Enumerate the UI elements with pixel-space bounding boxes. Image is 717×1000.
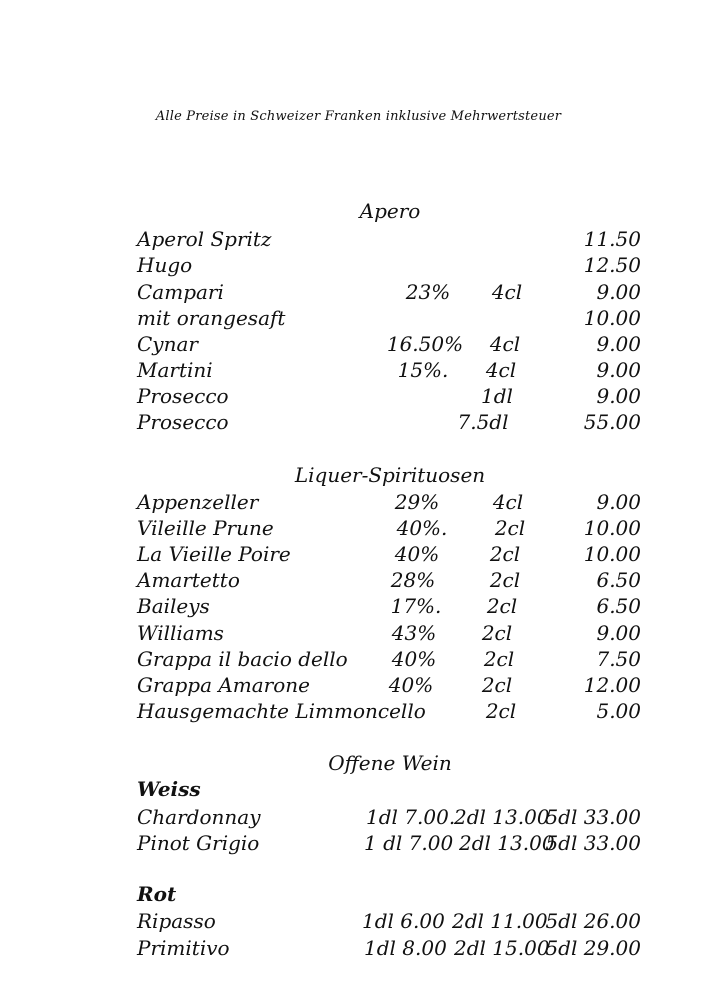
menu-item (0, 226, 717, 252)
price-note: Alle Preise in Schweizer Franken inklusive Mehrwertsteuer (155, 109, 562, 124)
wine-price-2dl: 2dl 13.00 (459, 831, 555, 855)
menu-item (0, 698, 717, 724)
item-volume: 2cl (489, 568, 521, 592)
item-price: 9.00 (596, 332, 641, 356)
item-volume: 2cl (481, 621, 513, 645)
menu-item (0, 620, 717, 646)
menu-item (0, 593, 717, 619)
item-name: Aperol Spritz (137, 227, 272, 251)
item-price: 6.50 (596, 594, 641, 618)
item-price: 11.50 (583, 227, 641, 251)
wine-row (0, 830, 717, 856)
item-name: Hugo (137, 253, 193, 277)
wine-row (0, 908, 717, 934)
section-title-apero: Apero (359, 199, 421, 223)
item-volume: 2cl (483, 647, 515, 671)
item-volume: 2cl (489, 542, 521, 566)
item-name: Martini (137, 358, 213, 382)
item-name: Cynar (137, 332, 198, 356)
wine-row (0, 935, 717, 961)
wine-price-5dl: 5dl 29.00 (545, 936, 641, 960)
wine-name: Ripasso (137, 909, 216, 933)
wine-price-1dl: 1dl 8.00 (364, 936, 447, 960)
menu-item (0, 331, 717, 357)
subheading-rot: Rot (137, 882, 177, 906)
item-name: Appenzeller (137, 490, 259, 514)
item-alcohol: 43% (391, 621, 437, 645)
item-volume: 2cl (481, 673, 513, 697)
item-name: Hausgemachte Limmoncello (137, 699, 426, 723)
item-volume: 7.5dl (457, 410, 509, 434)
item-name: Amartetto (137, 568, 240, 592)
item-name: Prosecco (137, 410, 229, 434)
item-volume: 2cl (486, 594, 518, 618)
wine-name: Primitivo (137, 936, 230, 960)
item-alcohol: 40%. (396, 516, 448, 540)
menu-item (0, 305, 717, 331)
item-price: 9.00 (596, 358, 641, 382)
item-alcohol: 40% (388, 673, 434, 697)
item-name: Vileille Prune (137, 516, 274, 540)
wine-price-1dl: 1dl 7.00. (366, 805, 456, 829)
item-volume: 4cl (489, 332, 521, 356)
item-alcohol: 40% (394, 542, 440, 566)
item-price: 10.00 (583, 542, 641, 566)
item-price: 9.00 (596, 621, 641, 645)
item-volume: 2cl (494, 516, 526, 540)
item-price: 12.50 (583, 253, 641, 277)
wine-price-5dl: 5dl 33.00 (545, 805, 641, 829)
menu-item (0, 409, 717, 435)
item-volume: 4cl (485, 358, 517, 382)
item-name: Grappa il bacio dello (137, 647, 348, 671)
item-price: 10.00 (583, 306, 641, 330)
menu-item (0, 515, 717, 541)
wine-price-2dl: 2dl 11.00 (452, 909, 548, 933)
item-name: La Vieille Poire (137, 542, 291, 566)
item-price: 9.00 (596, 490, 641, 514)
item-price: 55.00 (583, 410, 641, 434)
item-name: Baileys (137, 594, 210, 618)
item-volume: 2cl (485, 699, 517, 723)
item-price: 12.00 (583, 673, 641, 697)
wine-name: Pinot Grigio (137, 831, 260, 855)
subheading-weiss: Weiss (137, 777, 201, 801)
wine-price-2dl: 2dl 15.00 (454, 936, 550, 960)
menu-item (0, 541, 717, 567)
item-alcohol: 23% (405, 280, 451, 304)
menu-item (0, 383, 717, 409)
wine-price-5dl: 5dl 26.00 (545, 909, 641, 933)
menu-item (0, 567, 717, 593)
item-name: Grappa Amarone (137, 673, 310, 697)
item-alcohol: 28% (390, 568, 436, 592)
item-volume: 4cl (491, 280, 523, 304)
item-price: 6.50 (596, 568, 641, 592)
item-alcohol: 40% (391, 647, 437, 671)
item-alcohol: 17%. (390, 594, 442, 618)
item-name: Prosecco (137, 384, 229, 408)
item-price: 5.00 (596, 699, 641, 723)
item-name: mit orangesaft (137, 306, 286, 330)
item-name: Campari (137, 280, 224, 304)
menu-item (0, 357, 717, 383)
wine-price-1dl: 1 dl 7.00 (364, 831, 454, 855)
item-price: 9.00 (596, 280, 641, 304)
item-volume: 1dl (481, 384, 513, 408)
item-alcohol: 29% (394, 490, 440, 514)
item-name: Williams (137, 621, 224, 645)
item-alcohol: 16.50% (386, 332, 464, 356)
menu-item (0, 252, 717, 278)
wine-price-1dl: 1dl 6.00 (362, 909, 445, 933)
item-volume: 4cl (492, 490, 524, 514)
item-alcohol: 15%. (397, 358, 449, 382)
section-title-liquer: Liquer-Spirituosen (294, 463, 486, 487)
menu-item (0, 646, 717, 672)
menu-item (0, 279, 717, 305)
wine-price-2dl: 2dl 13.00 (454, 805, 550, 829)
menu-item (0, 489, 717, 515)
item-price: 10.00 (583, 516, 641, 540)
menu-item (0, 672, 717, 698)
item-price: 9.00 (596, 384, 641, 408)
wine-price-5dl: 5dl 33.00 (545, 831, 641, 855)
section-title-wein: Offene Wein (328, 751, 452, 775)
wine-row (0, 804, 717, 830)
item-price: 7.50 (596, 647, 641, 671)
wine-name: Chardonnay (137, 805, 261, 829)
